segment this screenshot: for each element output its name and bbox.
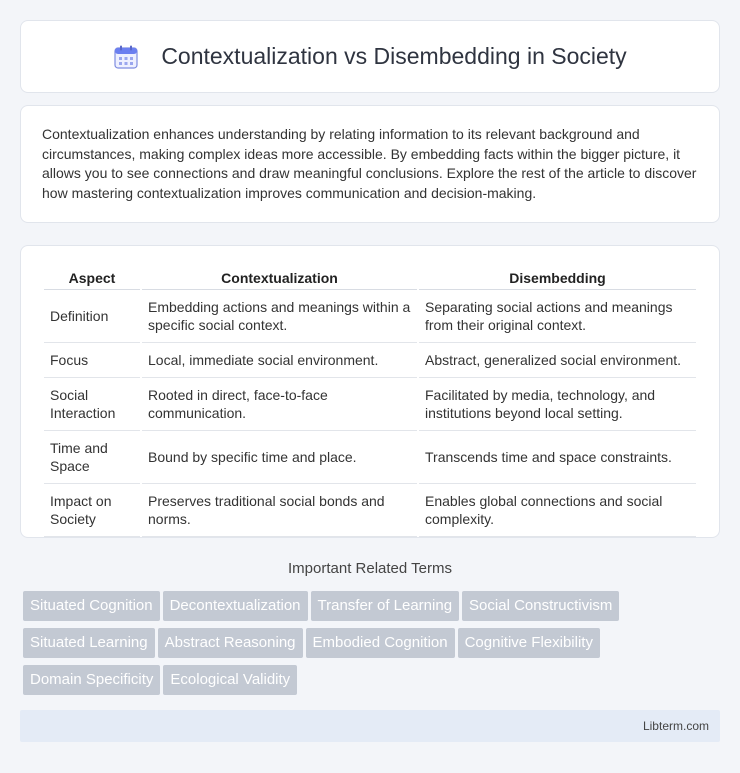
table-cell-aspect: Time and Space xyxy=(44,431,140,484)
column-header-contextualization: Contextualization xyxy=(142,266,417,290)
related-term-tag[interactable]: Domain Specificity xyxy=(23,665,160,695)
title-card xyxy=(20,20,720,93)
related-term-tag[interactable]: Situated Learning xyxy=(23,628,155,658)
table-cell-contextualization: Embedding actions and meanings within a specific social context. xyxy=(142,290,417,343)
calendar-icon xyxy=(113,44,139,70)
table-cell-disembedding: Enables global connections and social complexity. xyxy=(419,484,696,537)
table-cell-contextualization: Preserves traditional social bonds and norms. xyxy=(142,484,417,537)
related-term-tag[interactable]: Decontextualization xyxy=(163,591,308,621)
footer xyxy=(20,710,720,742)
table-header-row xyxy=(44,266,696,290)
table-cell-aspect: Focus xyxy=(44,343,140,378)
column-header-disembedding: Disembedding xyxy=(419,266,696,290)
column-header-aspect: Aspect xyxy=(44,266,140,290)
table-cell-contextualization: Bound by specific time and place. xyxy=(142,431,417,484)
table-cell-aspect: Impact on Society xyxy=(44,484,140,537)
page-title: Contextualization vs Disembedding in Society xyxy=(161,43,627,69)
table-row xyxy=(44,431,696,484)
table-cell-disembedding: Abstract, generalized social environment. xyxy=(419,343,696,378)
table-row xyxy=(44,343,696,378)
related-term-tag[interactable]: Cognitive Flexibility xyxy=(458,628,600,658)
related-terms-list xyxy=(23,591,723,702)
related-term-tag[interactable]: Ecological Validity xyxy=(163,665,297,695)
table-cell-aspect: Social Interaction xyxy=(44,378,140,431)
table-cell-disembedding: Facilitated by media, technology, and institutions beyond local setting. xyxy=(419,378,696,431)
related-term-tag[interactable]: Transfer of Learning xyxy=(311,591,460,621)
table-row xyxy=(44,378,696,431)
table-cell-disembedding: Separating social actions and meanings from their original context. xyxy=(419,290,696,343)
intro-text: Contextualization enhances understanding by relating information to its relevant background and circumstances, making complex ideas more accessible. By embedding facts within the bigger picture, it allows you to see connections and draw meaningful conclusions. Explore the rest of the article to discover how mastering contextualization improves communication and decision-making. xyxy=(42,126,697,201)
comparison-table xyxy=(42,266,698,537)
table-cell-contextualization: Rooted in direct, face-to-face communication. xyxy=(142,378,417,431)
related-term-tag[interactable]: Embodied Cognition xyxy=(306,628,455,658)
related-terms-title: Important Related Terms xyxy=(288,560,452,577)
table-cell-disembedding: Transcends time and space constraints. xyxy=(419,431,696,484)
intro-card xyxy=(20,105,720,223)
related-term-tag[interactable]: Social Constructivism xyxy=(462,591,619,621)
footer-site-link[interactable]: Libterm.com xyxy=(642,719,709,733)
table-row xyxy=(44,290,696,343)
table-cell-contextualization: Local, immediate social environment. xyxy=(142,343,417,378)
related-term-tag[interactable]: Situated Cognition xyxy=(23,591,160,621)
table-row xyxy=(44,484,696,537)
related-term-tag[interactable]: Abstract Reasoning xyxy=(158,628,303,658)
comparison-table-card xyxy=(20,245,720,538)
table-cell-aspect: Definition xyxy=(44,290,140,343)
